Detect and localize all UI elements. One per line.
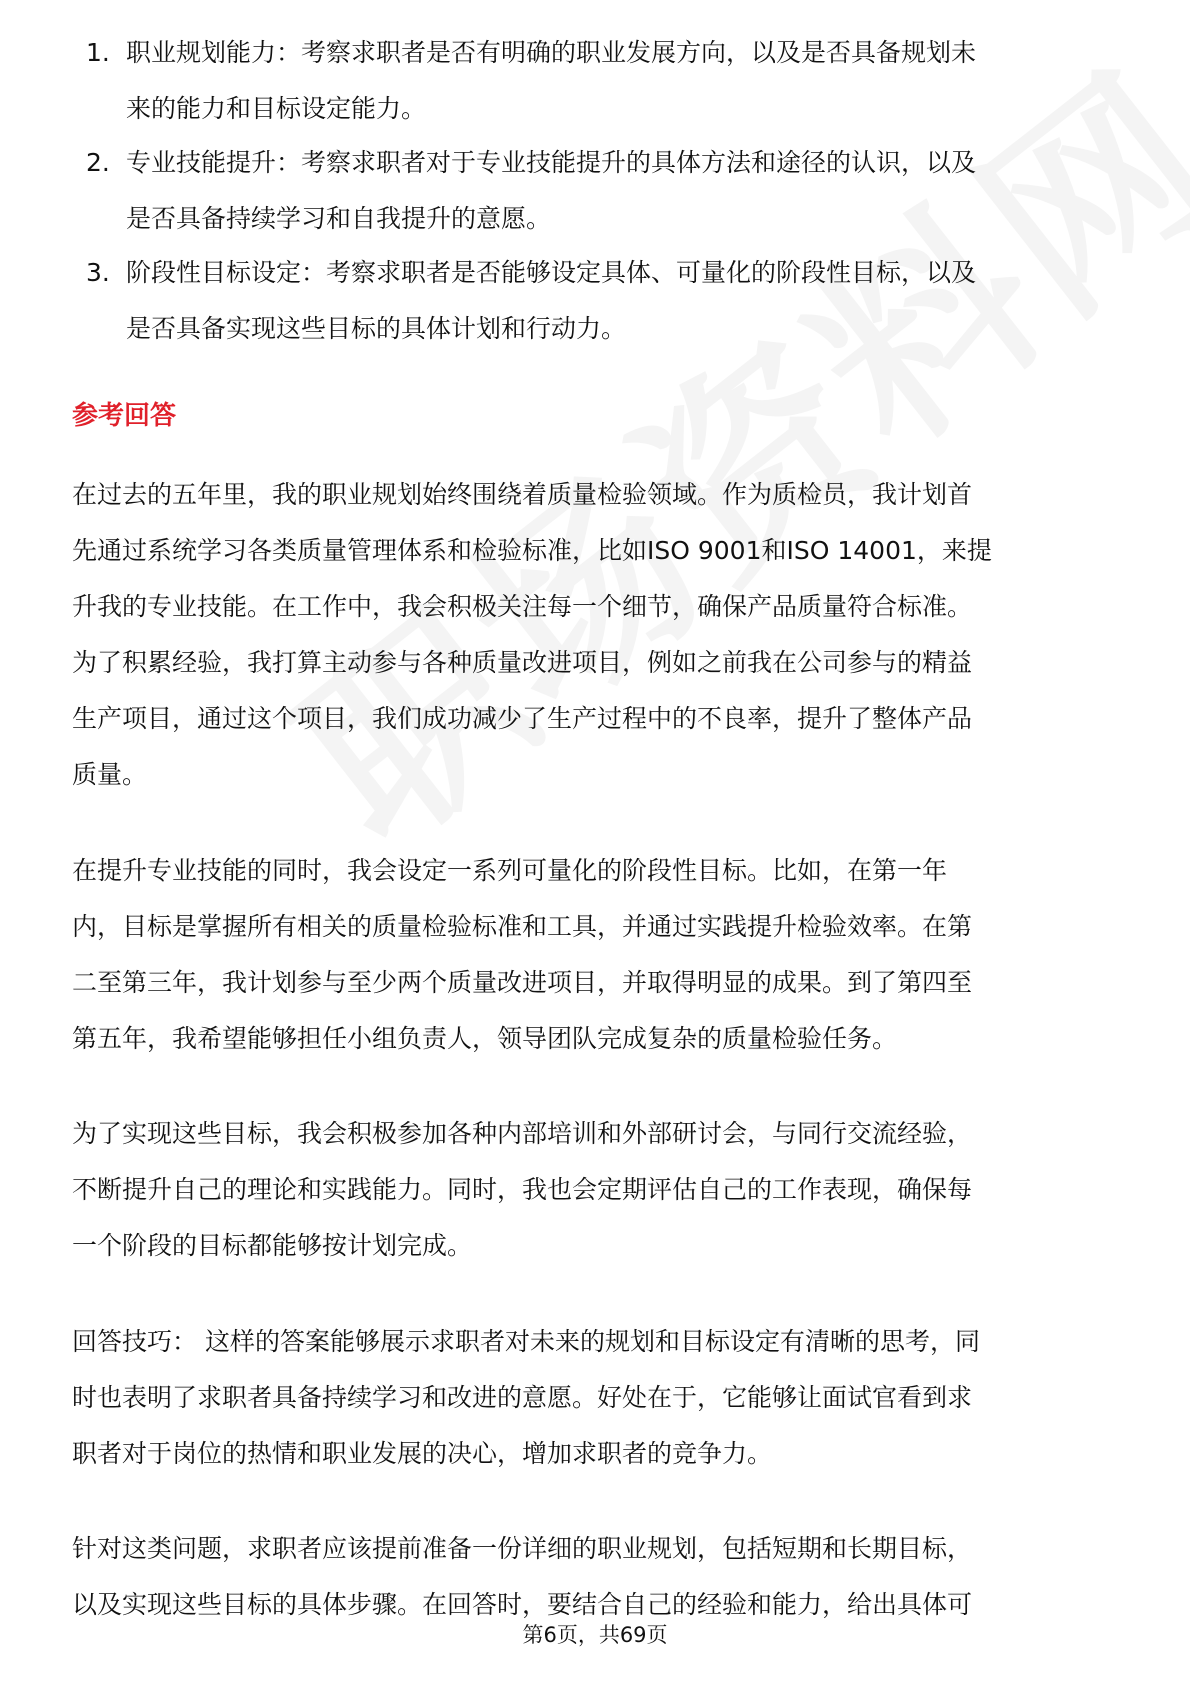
paragraph-line: 升我的专业技能。在工作中，我会积极关注每一个细节，确保产品质量符合标准。	[72, 592, 973, 621]
list-item-number: 1.	[86, 38, 110, 67]
page-number-footer: 第6页，共69页	[522, 1623, 668, 1647]
paragraph-line: 为了积累经验，我打算主动参与各种质量改进项目，例如之前我在公司参与的精益	[72, 648, 973, 677]
list-item-text: 职业规划能力：考察求职者是否有明确的职业发展方向，以及是否具备规划未	[126, 38, 977, 67]
list-item-number: 3.	[86, 258, 110, 287]
paragraph-line: 生产项目，通过这个项目，我们成功减少了生产过程中的不良率，提升了整体产品	[72, 704, 973, 733]
paragraph-line: 在提升专业技能的同时，我会设定一系列可量化的阶段性目标。比如，在第一年	[72, 856, 948, 885]
paragraph-line: 时也表明了求职者具备持续学习和改进的意愿。好处在于，它能够让面试官看到求	[72, 1383, 973, 1412]
section-heading-reference-answer: 参考回答	[72, 401, 177, 431]
paragraph-line: 以及实现这些目标的具体步骤。在回答时，要结合自己的经验和能力，给出具体可	[72, 1590, 973, 1619]
paragraph-line: 先通过系统学习各类质量管理体系和检验标准，比如ISO 9001和ISO 14001，来提	[72, 536, 992, 565]
paragraph-line: 质量。	[72, 760, 148, 789]
paragraph-line: 在过去的五年里，我的职业规划始终围绕着质量检验领域。作为质检员，我计划首	[72, 480, 973, 509]
list-item-text: 阶段性目标设定：考察求职者是否能够设定具体、可量化的阶段性目标，以及	[126, 258, 977, 287]
paragraph-line: 为了实现这些目标，我会积极参加各种内部培训和外部研讨会，与同行交流经验，	[72, 1119, 973, 1148]
paragraph-line: 职者对于岗位的热情和职业发展的决心，增加求职者的竞争力。	[72, 1439, 773, 1468]
list-item-number: 2.	[86, 148, 110, 177]
list-item-text: 专业技能提升：考察求职者对于专业技能提升的具体方法和途径的认识，以及	[126, 148, 977, 177]
paragraph-line: 一个阶段的目标都能够按计划完成。	[72, 1231, 473, 1260]
paragraph-line: 回答技巧： 这样的答案能够展示求职者对未来的规划和目标设定有清晰的思考，同	[72, 1327, 980, 1356]
paragraph-line: 不断提升自己的理论和实践能力。同时，我也会定期评估自己的工作表现，确保每	[72, 1175, 973, 1204]
paragraph-line: 第五年，我希望能够担任小组负责人，领导团队完成复杂的质量检验任务。	[72, 1024, 898, 1053]
paragraph-line: 二至第三年，我计划参与至少两个质量改进项目，并取得明显的成果。到了第四至	[72, 968, 973, 997]
paragraph-line: 针对这类问题，求职者应该提前准备一份详细的职业规划，包括短期和长期目标，	[72, 1534, 973, 1563]
list-item-text: 是否具备持续学习和自我提升的意愿。	[126, 204, 552, 233]
list-item-text: 来的能力和目标设定能力。	[126, 94, 427, 123]
paragraph-line: 内，目标是掌握所有相关的质量检验标准和工具，并通过实践提升检验效率。在第	[72, 912, 973, 941]
list-item-text: 是否具备实现这些目标的具体计划和行动力。	[126, 314, 627, 343]
